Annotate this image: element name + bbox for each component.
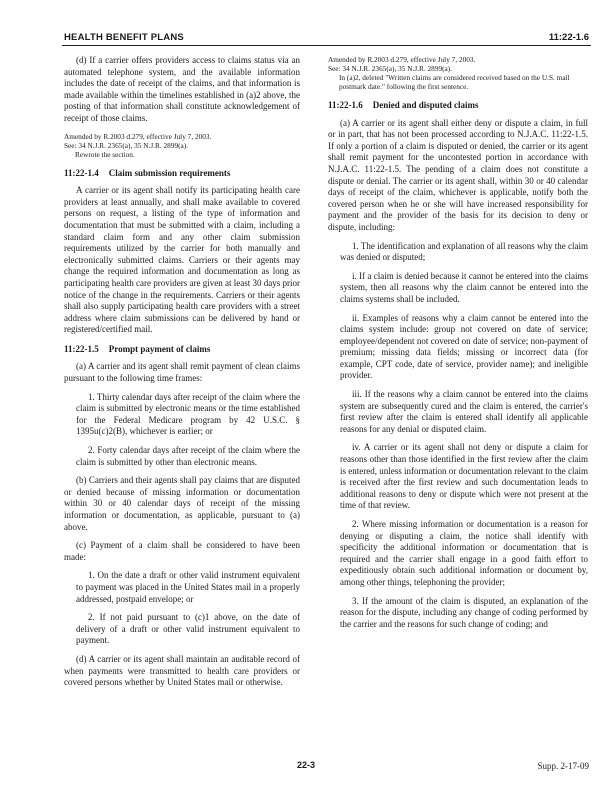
paragraph-1-4: A carrier or its agent shall notify its participating health care providers at least annually, and shall make available to covered persons on request, a listing of the type of information and documentation that must be submitted with a claim, including a standard claim form and any other claim submission requirements utilized by the carrier for both manually and electronically submitted claims. Carriers or their agents may change the required information and documentation as long as participating health care providers are given at least 30 days prior notice of the change in the requirements. Carriers or their agents shall also supply participating health care providers with a street address where claim submissions can be delivered by hand or registered/certified mail.	[64, 185, 300, 335]
page-number: 22-3	[297, 760, 316, 770]
paragraph-1-6-a: (a) A carrier or its agent shall either deny or dispute a claim, in full or in part, that has not been processed according to N.J.A.C. 11:22-1.5. If only a portion of a claim is disputed or denied, the carrier or its agent shall remit payment for the uncontested portion in accordance with N.J.A.C. 11:22-1.5. The pending of a claim does not constitute a dispute or denial. The carrier or its agent shall, within 30 or 40 calendar days of receipt of the claim, whichever is applicable, notify both the covered person when he or she will have increased responsibility for payment and the provider of the basis for its decision to deny or dispute, including:	[328, 117, 588, 232]
paragraph-1-6-a3: 3. If the amount of the claim is disputed, an explanation of the reason for the dispute, including any change of coding performed by the carrier and the reasons for such change of coding; and	[340, 595, 588, 629]
history-line: Amended by R.2003 d.279, effective July 7, 2003.	[64, 131, 212, 141]
right-column	[328, 55, 588, 637]
section-title: Prompt payment of claims	[108, 343, 211, 354]
paragraph-1-6-a1-iv: iv. A carrier or its agent shall not deny or dispute a claim for reasons other than those identified in the first review after the claim is entered, unless information or documentation relevant to the claim is received after the first review and such documentation leads to additional reasons to deny or dispute which were not present at the time of that review.	[340, 442, 588, 511]
history-line: See: 34 N.J.R. 2365(a), 35 N.J.R. 2899(a).	[328, 64, 453, 73]
header-rule	[62, 45, 591, 46]
paragraph-1-5-b: (b) Carriers and their agents shall pay claims that are disputed or denied because of missing information or documentation within 30 or 40 calendar days of receipt of the missing information or documentation, as applicable, pursuant to (a) above.	[64, 475, 300, 532]
section-number: 11:22-1.5	[64, 343, 99, 354]
paragraph-1-5-a: (a) A carrier and its agent shall remit payment of clean claims pursuant to the following time frames:	[64, 361, 300, 384]
section-title: Claim submission requirements	[108, 167, 231, 178]
supplement-date: Supp. 2-17-09	[537, 761, 589, 771]
section-heading-1-6	[328, 100, 588, 112]
running-header-section: 11:22-1.6	[548, 32, 589, 43]
paragraph-1-5-a1: 1. Thirty calendar days after receipt of the claim where the claim is submitted by electronic means or the time established for the Federal Medicare program by 42 U.S.C. § 1395u(c)2(B), whichever is earlier; or	[76, 391, 300, 437]
history-note-1-5	[328, 55, 588, 91]
paragraph-1-5-c: (c) Payment of a claim shall be considered to have been made:	[64, 540, 300, 562]
paragraph-1-5-c2: 2. If not paid pursuant to (c)1 above, on the date of delivery of a draft or other valid instrument equivalent to payment.	[76, 612, 300, 646]
section-heading-1-4	[64, 168, 300, 180]
paragraph-1-6-a1-iii: iii. If the reasons why a claim cannot be entered into the claims system are subsequently cured and the claim is entered, the carrier's first review after the claim is entered shall identify all applicable reasons for any denial or disputed claim.	[340, 389, 588, 434]
history-line: Rewrote the section.	[75, 149, 135, 159]
history-line: See: 34 N.J.R. 2365(a), 35 N.J.R. 2899(a).	[64, 140, 189, 150]
paragraph-1-5-a2: 2. Forty calendar days after receipt of the claim where the claim is submitted by other than electronic means.	[76, 445, 300, 467]
section-number: 11:22-1.6	[328, 100, 363, 110]
running-header-title: HEALTH BENEFIT PLANS	[64, 32, 184, 43]
section-number: 11:22-1.4	[64, 167, 99, 178]
paragraph-1-5-c1: 1. On the date a draft or other valid instrument equivalent to payment was placed in the United States mail in a properly addressed, postpaid envelope; or	[76, 570, 300, 604]
paragraph-1-5-d: (d) A carrier or its agent shall maintain an auditable record of when payments were transmitted to health care providers or covered persons whether by United States mail or otherwise.	[64, 653, 300, 688]
history-line: Amended by R.2003 d.279, effective July 7, 2003.	[328, 55, 476, 64]
paragraph-1-6-a1: 1. The identification and explanation of all reasons why the claim was denied or disputed;	[340, 240, 589, 263]
paragraph-1-3-d: (d) If a carrier offers providers access to claims status via an automated telephone system, and the available information includes the date of receipt of the claims, and that information is made available within the timelines established in (a)2 above, the posting of that information shall constitute acknowledgement of receipt of those claims.	[64, 55, 300, 123]
section-heading-1-5	[64, 344, 300, 356]
history-line: In (a)2, deleted "Written claims are considered received based on the U.S. mail postmark date." following the first sentence.	[339, 73, 570, 91]
left-column	[64, 55, 300, 696]
paragraph-1-6-a1-i: i. If a claim is denied because it cannot be entered into the claims system, then all reasons why the claim cannot be entered into the claims systems shall be included.	[340, 270, 588, 304]
paragraph-1-6-a1-ii: ii. Examples of reasons why a claim cannot be entered into the claims system include: group not covered on date of service; employee/dependent not covered on date of service; non-payment of premium; missing data fields; missing or incorrect data (for example, CPT code, date of service, provider name); and ineligible provider.	[340, 312, 588, 381]
section-title: Denied and disputed claims	[372, 100, 479, 110]
history-note-1-3	[64, 132, 300, 159]
paragraph-1-6-a2: 2. Where missing information or documentation is a reason for denying or disputing a claim, the notice shall identify with specificity the additional information or documentation that is required and the carrier shall engage in a good faith effort to expeditiously obtain such additional information or document by, among other things, telephoning the provider;	[340, 519, 588, 587]
